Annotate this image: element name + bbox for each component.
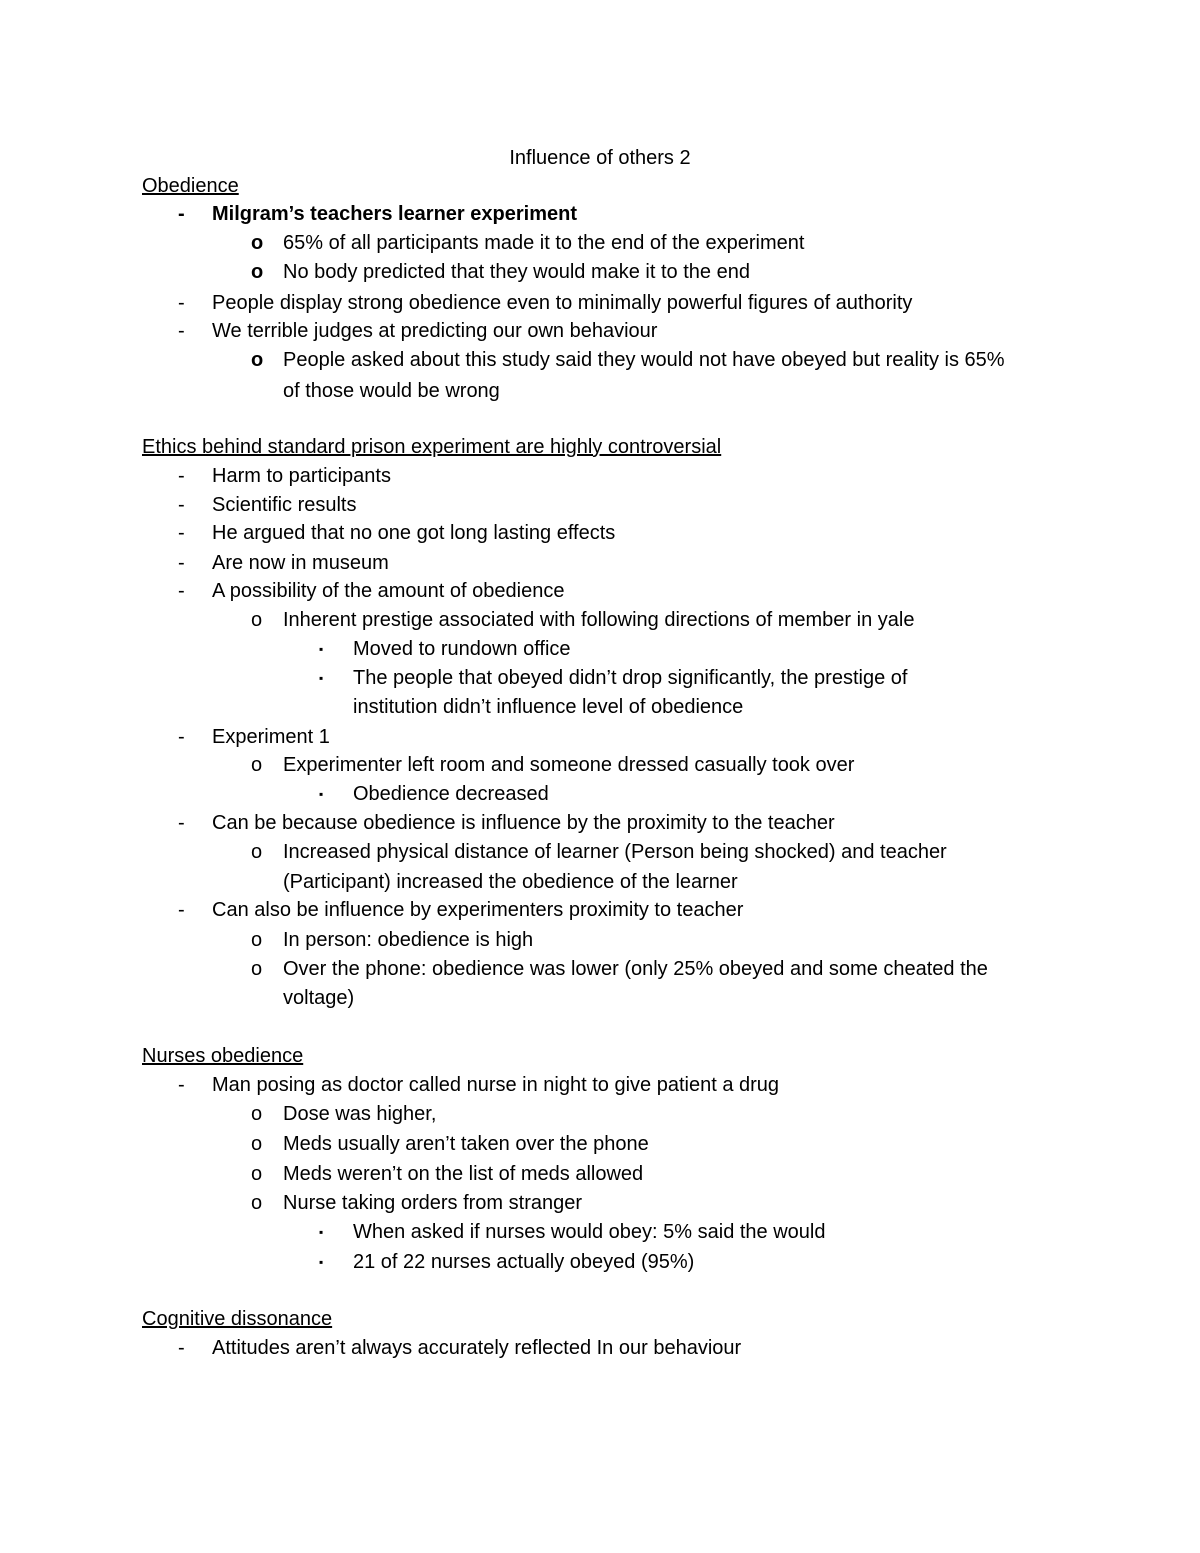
circle-bullet-icon: o <box>251 1103 263 1125</box>
list-item <box>319 1248 695 1276</box>
list-item-text: Are now in museum <box>212 552 389 574</box>
dash-bullet-icon: - <box>178 1337 185 1359</box>
list-item-text: Dose was higher, <box>283 1103 437 1125</box>
list-item <box>178 1334 742 1362</box>
list-item-text: He argued that no one got long lasting effects <box>212 522 616 544</box>
list-item <box>251 955 988 983</box>
list-item-text: A possibility of the amount of obedience <box>212 580 565 602</box>
circle-bullet-icon: o <box>251 929 263 951</box>
list-item <box>251 838 947 866</box>
list-item <box>319 635 571 663</box>
list-item <box>251 1189 583 1217</box>
dash-bullet-icon: - <box>178 292 185 314</box>
list-item-text: Meds weren’t on the list of meds allowed <box>283 1163 644 1185</box>
dash-bullet-icon: - <box>178 522 185 544</box>
list-item-text: We terrible judges at predicting our own behaviour <box>212 320 658 342</box>
list-item-text: Over the phone: obedience was lower (only 25% obeyed and some cheated the <box>283 958 988 980</box>
list-item <box>178 809 835 837</box>
circle-bullet-icon: o <box>251 1192 263 1214</box>
list-item-text: 65% of all participants made it to the end of the experiment <box>283 232 805 254</box>
list-item <box>178 577 565 605</box>
list-item-text: The people that obeyed didn’t drop significantly, the prestige of <box>353 667 908 689</box>
list-item-text: Can be because obedience is influence by the proximity to the teacher <box>212 812 835 834</box>
circle-bullet-icon: o <box>251 232 264 254</box>
list-item <box>251 751 855 779</box>
circle-bullet-icon: o <box>251 261 264 283</box>
list-item-continuation: voltage) <box>283 987 355 1009</box>
dash-bullet-icon: - <box>178 580 185 602</box>
list-item-text: Can also be influence by experimenters proximity to teacher <box>212 899 744 921</box>
list-item <box>178 549 389 577</box>
list-item-text: Moved to rundown office <box>353 638 571 660</box>
list-item-text: People display strong obedience even to minimally powerful figures of authority <box>212 292 913 314</box>
square-bullet-icon: ▪ <box>319 1225 324 1239</box>
list-item <box>178 317 658 345</box>
list-item <box>178 896 744 924</box>
list-item <box>178 1071 780 1099</box>
list-item <box>251 1130 649 1158</box>
dash-bullet-icon: - <box>178 494 185 516</box>
section-heading-nurses-obedience: Nurses obedience <box>142 1045 304 1067</box>
list-item-continuation: (Participant) increased the obedience of the learner <box>283 871 738 893</box>
dash-bullet-icon: - <box>178 726 185 748</box>
list-item-text: Experiment 1 <box>212 726 330 748</box>
list-item-text: Man posing as doctor called nurse in night to give patient a drug <box>212 1074 780 1096</box>
list-item <box>251 346 1005 374</box>
document-title: Influence of others 2 <box>509 147 691 169</box>
section-heading-cognitive-dissonance: Cognitive dissonance <box>142 1308 333 1330</box>
list-item-continuation: of those would be wrong <box>283 380 500 402</box>
list-item-text: Meds usually aren’t taken over the phone <box>283 1133 649 1155</box>
list-item-text: 21 of 22 nurses actually obeyed (95%) <box>353 1251 695 1273</box>
list-item-text: Attitudes aren’t always accurately reflected In our behaviour <box>212 1337 742 1359</box>
list-item <box>178 289 913 317</box>
circle-bullet-icon: o <box>251 958 263 980</box>
list-item <box>251 229 805 257</box>
list-item-text: Increased physical distance of learner (Person being shocked) and teacher <box>283 841 947 863</box>
section-heading-ethics: Ethics behind standard prison experiment are highly controversial <box>142 436 722 458</box>
list-item <box>251 1100 437 1128</box>
square-bullet-icon: ▪ <box>319 787 324 801</box>
list-item <box>251 606 915 634</box>
list-item-text: Harm to participants <box>212 465 391 487</box>
list-item-text: People asked about this study said they would not have obeyed but reality is 65% <box>283 349 1005 371</box>
list-item <box>251 926 534 954</box>
list-item <box>178 462 391 490</box>
list-item <box>319 1218 826 1246</box>
dash-bullet-icon: - <box>178 899 185 921</box>
dash-bullet-icon: - <box>178 320 185 342</box>
dash-bullet-icon: - <box>178 552 185 574</box>
square-bullet-icon: ▪ <box>319 1255 324 1269</box>
list-item-text: Inherent prestige associated with following directions of member in yale <box>283 609 915 631</box>
list-item-text: Experimenter left room and someone dressed casually took over <box>283 754 855 776</box>
list-item <box>178 491 357 519</box>
list-item-text: Nurse taking orders from stranger <box>283 1192 583 1214</box>
list-item <box>178 519 616 547</box>
list-item-text: In person: obedience is high <box>283 929 534 951</box>
list-item <box>251 258 750 286</box>
list-item-text: Scientific results <box>212 494 357 516</box>
list-item-text: Milgram’s teachers learner experiment <box>212 203 577 225</box>
list-item-continuation: institution didn’t influence level of obedience <box>353 696 744 718</box>
list-item <box>178 723 330 751</box>
circle-bullet-icon: o <box>251 349 264 371</box>
list-item-text: When asked if nurses would obey: 5% said the would <box>353 1221 826 1243</box>
dash-bullet-icon: - <box>178 465 185 487</box>
circle-bullet-icon: o <box>251 1133 263 1155</box>
section-heading-obedience: Obedience <box>142 175 239 197</box>
square-bullet-icon: ▪ <box>319 642 324 656</box>
circle-bullet-icon: o <box>251 609 263 631</box>
list-item-text: Obedience decreased <box>353 783 549 805</box>
circle-bullet-icon: o <box>251 841 263 863</box>
dash-bullet-icon: - <box>178 1074 185 1096</box>
list-item <box>251 1160 644 1188</box>
list-item <box>319 664 908 692</box>
circle-bullet-icon: o <box>251 1163 263 1185</box>
list-item-text: No body predicted that they would make it to the end <box>283 261 750 283</box>
dash-bullet-icon: - <box>178 203 185 225</box>
circle-bullet-icon: o <box>251 754 263 776</box>
dash-bullet-icon: - <box>178 812 185 834</box>
list-item <box>319 780 549 808</box>
square-bullet-icon: ▪ <box>319 671 324 685</box>
list-item <box>178 200 577 228</box>
